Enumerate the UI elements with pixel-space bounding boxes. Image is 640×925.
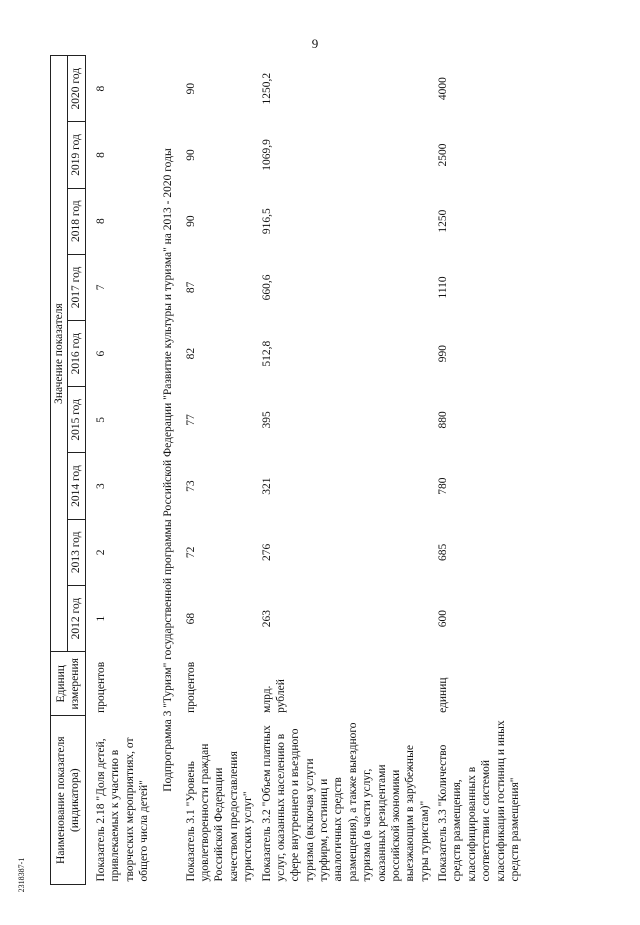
header-year: 2013 год [68,519,85,585]
value-cell: 8 [94,152,107,158]
value-cell: 8 [94,218,107,225]
value-cell: 1250 [437,209,449,233]
indicator-unit: процентов [184,661,197,713]
value-cell: 90 [184,215,197,227]
value-cell: 5 [94,417,107,423]
value-cell: 8 [94,85,107,92]
value-cell: 68 [184,612,197,625]
value-cell: 1250,2 [260,72,273,105]
header-year: 2012 год [68,585,85,651]
value-cell: 72 [184,546,197,559]
header-year: 2015 год [68,387,85,453]
value-cell: 3 [94,483,107,489]
value-cell: 685 [437,543,449,561]
header-unit: Единиц измерения [51,652,86,716]
value-cell: 990 [437,345,449,363]
value-cell: 600 [437,609,449,628]
value-cell: 321 [260,477,273,495]
header-year: 2014 год [68,453,85,519]
value-cell: 82 [184,347,197,360]
value-cell: 395 [260,411,273,429]
indicator-name: Показатель 3.3 "Количество средств размещения, классифицированных в соответствии с системой классификации гостиниц и иных средств размещения" [437,720,521,882]
value-cell: 512,8 [260,340,273,367]
value-cell: 1069,9 [260,139,273,171]
indicator-unit: млрд. рублей [260,679,287,713]
indicator-name: Показатель 3.2 "Объем платных услуг, оказанных населению в сфере внутреннего и въездного туризма (включая услуги турфирм, гостиниц и аналогичных средств размещения), а также выездного туризма (в части услуг, оказанных резидентами российской экономики выезжающим в зарубежные туры туристам)" [260,722,431,882]
indicator-unit: единиц [437,677,449,713]
table-row [182,56,258,885]
header-year: 2018 год [68,188,85,254]
indicator-unit: процентов [94,661,107,713]
subprogram-title: Подпрограмма 3 "Туризм" государственной программы Российской Федерации "Развитие культуры и туризма" на 2013 - 2020 годы [162,148,175,792]
header-indicator-name: Наименование показателя (индикатора) [51,716,86,885]
table-row [85,56,153,885]
value-cell: 6 [94,350,107,357]
header-year: 2020 год [68,56,85,122]
value-cell: 2500 [437,143,449,167]
value-cell: 7 [94,284,107,291]
value-cell: 1 [94,615,107,622]
value-cell: 2 [94,549,107,556]
header-year: 2019 год [68,122,85,188]
value-cell: 263 [260,609,273,628]
rotated-page-content [50,55,590,885]
value-cell: 660,6 [260,274,273,301]
value-cell: 1110 [437,276,449,299]
header-values: Значение показателя [51,56,68,652]
value-cell: 880 [437,411,449,429]
indicator-name: Показатель 3.1 "Уровень удовлетворенности граждан Российской Федерации качеством предоставления туристских услуг" [184,743,255,882]
table-row [434,56,524,885]
value-cell: 77 [184,414,197,426]
value-cell: 90 [184,149,197,161]
value-cell: 73 [184,480,197,492]
subprogram-row [153,56,181,885]
document-code: 2318387-1 [17,857,26,893]
header-year: 2016 год [68,321,85,387]
value-cell: 780 [437,477,449,495]
value-cell: 276 [260,543,273,561]
page-number: 9 [311,36,319,51]
value-cell: 4000 [437,77,449,101]
value-cell: 87 [184,281,197,294]
header-year: 2017 год [68,254,85,320]
value-cell: 916,5 [260,208,273,235]
indicator-name: Показатель 2.18 "Доля детей, привлекаемых к участию в творческих мероприятиях, от общего числа детей" [94,737,150,882]
table-header-row [51,56,68,885]
indicator-table [50,55,524,885]
value-cell: 90 [184,82,197,95]
table-row [258,56,435,885]
